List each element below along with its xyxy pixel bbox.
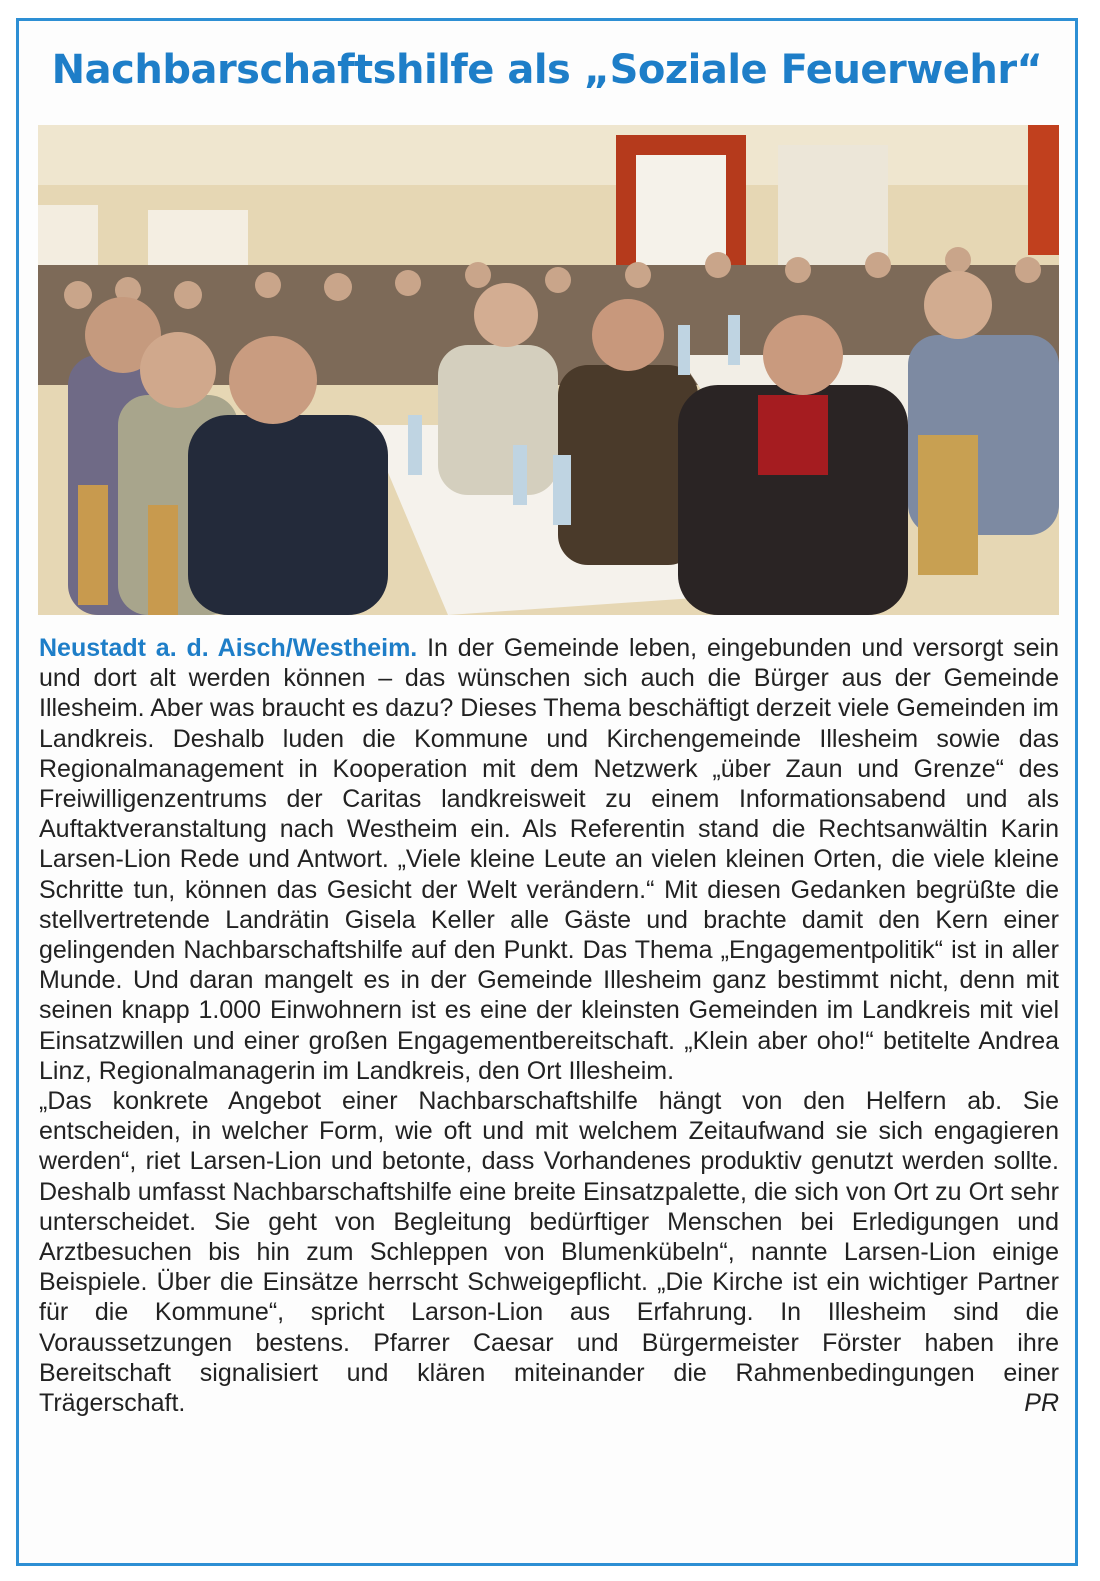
audience-photo: [38, 125, 1059, 615]
article-body: [39, 633, 1059, 1418]
dateline: Neustadt a. d. Aisch/Westheim.: [39, 634, 418, 662]
headline: Nachbarschaftshilfe als „Soziale Feuerwehr“: [51, 47, 1043, 93]
paragraph-2-text: „Das konkrete Angebot einer Nachbarschaftshilfe hängt von den Helfern ab. Sie entscheiden, in welcher Form, wie oft und mit welchem Zeitaufwand sie sich engagieren werden“, riet Larsen-Lion und betonte, dass Vorhandenes produktiv genutzt werden sollte. Deshalb umfasst Nachbarschaftshilfe eine breite Einsatzpalette, die sich von Ort zu Ort sehr unterscheidet. Sie geht von Begleitung bedürftiger Menschen bei Erledigungen und Arztbesuchen bis hin zum Schleppen von Blumenkübeln“, nannte Larsen-Lion einige Beispiele. Über die Einsätze herrscht Schweigepflicht. „Die Kirche ist ein wichtiger Partner für die Kommune“, spricht Larson-Lion aus Erfahrung. In Illesheim sind die Voraussetzungen bestens. Pfarrer Caesar und Bürgermeister Förster haben ihre Bereitschaft signalisiert und klären miteinander die Rahmenbedingungen einer Trägerschaft.: [39, 1087, 1059, 1418]
article-frame: [16, 18, 1078, 1566]
audience-photo-icon: [38, 125, 1059, 615]
article-paragraph-2: [39, 1086, 1059, 1418]
author-initials: PR: [1024, 1389, 1059, 1418]
paragraph-1-text: In der Gemeinde leben, eingebunden und versorgt sein und dort alt werden können – das wünschen sich auch die Bürger aus der Gemeinde Illesheim. Aber was braucht es dazu? Dieses Thema beschäftigt derzeit viele Gemeinden im Landkreis. Deshalb luden die Kommune und Kirchengemeinde Illesheim sowie das Regionalmanagement in Kooperation mit dem Netzwerk „über Zaun und Grenze“ des Freiwilligenzentrums der Caritas landkreisweit zu einem Informationsabend und als Auftaktveranstaltung nach Westheim ein. Als Referentin stand die Rechtsanwältin Karin Larsen-Lion Rede und Antwort. „Viele kleine Leute an vielen kleinen Orten, die viele kleine Schritte tun, können das Gesicht der Welt verändern.“ Mit diesen Gedanken begrüßte die stellvertretende Landrätin Gisela Keller alle Gäste und brachte damit den Kern einer gelingenden Nachbarschaftshilfe auf den Punkt. Das Thema „Engagementpolitik“ ist in aller Munde. Und daran mangelt es in der Gemeinde Illesheim ganz bestimmt nicht, denn mit seinen knapp 1.000 Einwohnern ist es eine der kleinsten Gemeinden im Landkreis mit viel Einsatzwillen und einer großen Engagementbereitschaft. „Klein aber oho!“ betitelte Andrea Linz, Regionalmanagerin im Landkreis, den Ort Illesheim.: [39, 634, 1059, 1085]
article-paragraph-1: [39, 633, 1059, 1086]
